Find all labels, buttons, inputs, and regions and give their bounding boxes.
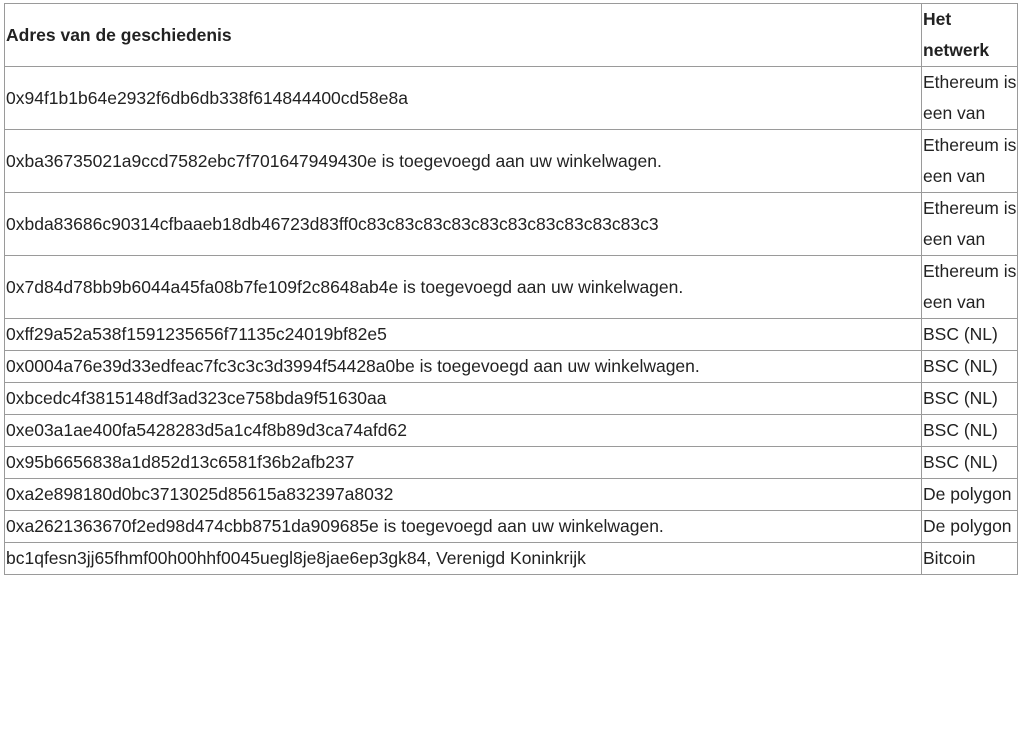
network-cell: Ethereum is een van [922,130,1018,193]
network-cell: BSC (NL) [922,447,1018,479]
table-row [5,193,1018,256]
table-header-row [5,4,1018,67]
table-row [5,511,1018,543]
network-cell: BSC (NL) [922,319,1018,351]
address-cell: bc1qfesn3jj65fhmf00h00hhf0045uegl8je8jae6ep3gk84, Verenigd Koninkrijk [5,543,922,575]
address-cell: 0x0004a76e39d33edfeac7fc3c3c3d3994f54428a0be is toegevoegd aan uw winkelwagen. [5,351,922,383]
address-cell: 0xff29a52a538f1591235656f71135c24019bf82e5 [5,319,922,351]
address-cell: 0xa2e898180d0bc3713025d85615a832397a8032 [5,479,922,511]
table-row [5,351,1018,383]
address-cell: 0xbda83686c90314cfbaaeb18db46723d83ff0c83c83c83c83c83c83c83c83c83c83c3 [5,193,922,256]
network-cell: De polygon [922,511,1018,543]
table-row [5,319,1018,351]
history-address-table [4,3,1018,575]
network-cell: BSC (NL) [922,383,1018,415]
network-cell: Ethereum is een van [922,256,1018,319]
table-row [5,67,1018,130]
address-cell: 0xe03a1ae400fa5428283d5a1c4f8b89d3ca74afd62 [5,415,922,447]
table-row [5,447,1018,479]
network-cell: Ethereum is een van [922,193,1018,256]
address-cell: 0xba36735021a9ccd7582ebc7f701647949430e is toegevoegd aan uw winkelwagen. [5,130,922,193]
column-header-address: Adres van de geschiedenis [5,4,922,67]
table-row [5,479,1018,511]
network-cell: BSC (NL) [922,415,1018,447]
column-header-network: Het netwerk [922,4,1018,67]
table-row [5,130,1018,193]
table-row [5,543,1018,575]
network-cell: Bitcoin [922,543,1018,575]
table-row [5,256,1018,319]
table-row [5,383,1018,415]
address-cell: 0xa2621363670f2ed98d474cbb8751da909685e is toegevoegd aan uw winkelwagen. [5,511,922,543]
table-row [5,415,1018,447]
network-cell: BSC (NL) [922,351,1018,383]
address-cell: 0xbcedc4f3815148df3ad323ce758bda9f51630aa [5,383,922,415]
network-cell: De polygon [922,479,1018,511]
address-cell: 0x95b6656838a1d852d13c6581f36b2afb237 [5,447,922,479]
address-cell: 0x7d84d78bb9b6044a45fa08b7fe109f2c8648ab4e is toegevoegd aan uw winkelwagen. [5,256,922,319]
network-cell: Ethereum is een van [922,67,1018,130]
address-cell: 0x94f1b1b64e2932f6db6db338f614844400cd58e8a [5,67,922,130]
